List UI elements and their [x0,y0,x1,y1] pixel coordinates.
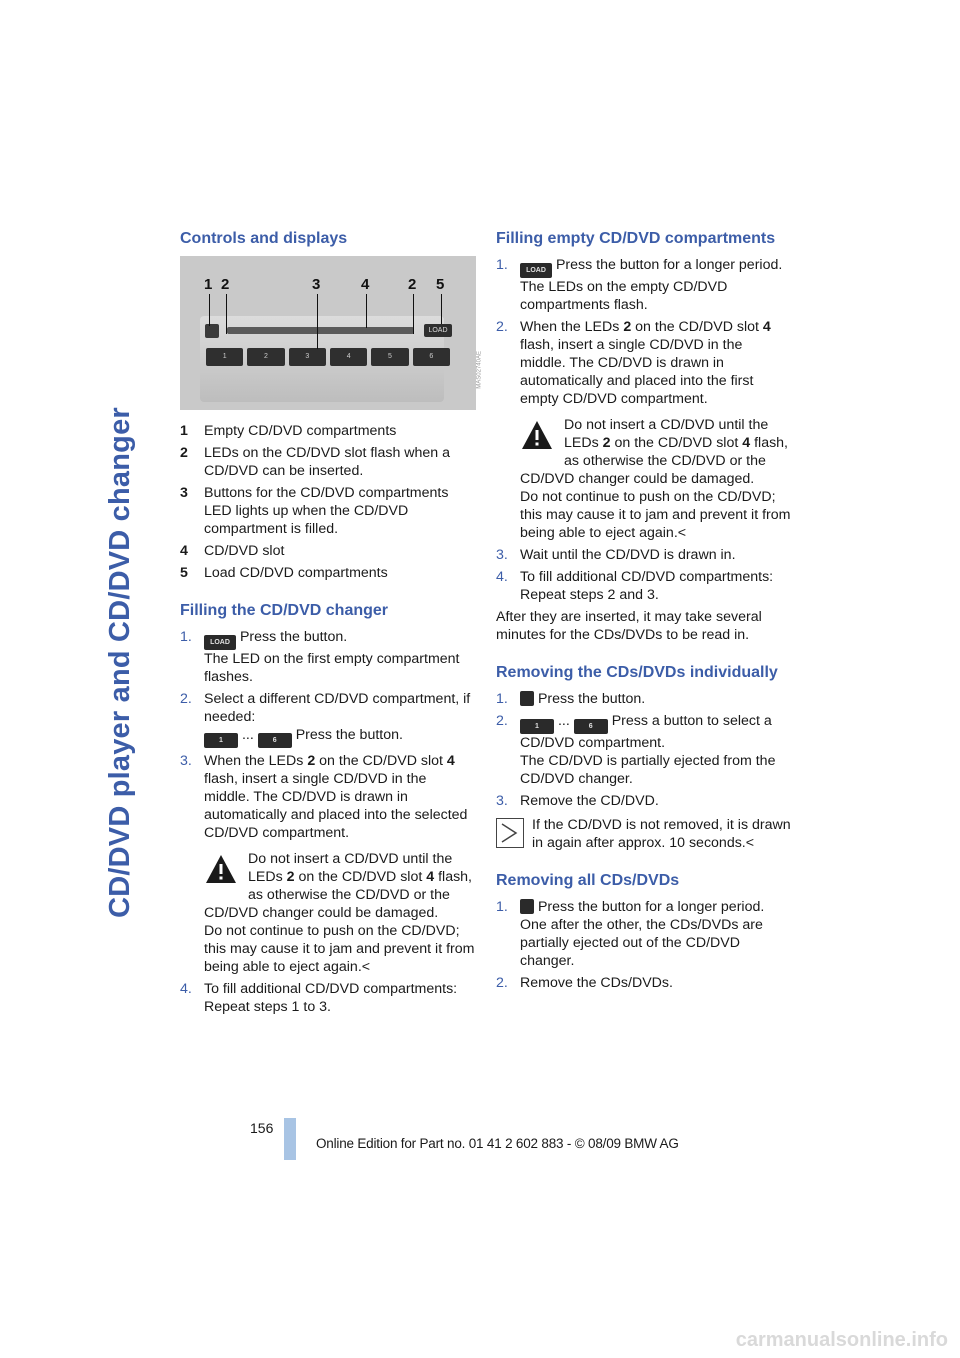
step: 1. LOAD Press the button. The LED on the first empty compartment flashes. [180,629,460,685]
footer-bar [284,1118,296,1160]
eject-key-icon [520,691,534,706]
step: 2. Remove the CDs/DVDs. [496,975,673,991]
eject-key-icon [520,899,534,914]
step: 4. To fill additional CD/DVD compartments: Repeat steps 1 to 3. [180,981,458,1015]
callout-2b: 2 [408,276,417,293]
compartment-button: 1 [206,348,243,366]
step: 2. Select a different CD/DVD compartment, if needed: 1 ... 6 Press the button. [180,690,476,748]
step: 2. When the LEDs 2 on the CD/DVD slot 4 flash, insert a single CD/DVD in the middle. The CD/DVD is drawn in automatically and placed into the first empty CD/DVD compartment. [496,319,771,407]
legend-item: 2 LEDs on the CD/DVD slot flash when a CD/DVD can be inserted. [180,445,451,479]
step: 1. Press the button. [496,691,646,707]
cd-key-1-icon: 1 [204,733,238,748]
load-key-icon: LOAD [204,635,236,650]
heading-removing-all: Removing all CDs/DVDs [496,872,680,889]
site-watermark: carmanualsonline.info [735,1329,948,1351]
figure-code: MAS02740AE [477,351,483,389]
compartment-buttons [206,348,450,366]
leader-line [317,294,318,349]
warning-note: Do not insert a CD/DVD until the LEDs 2 on the CD/DVD slot 4 flash, as otherwise the CD/DVD or the CD/DVD changer could be damaged. Do not continue to push on the CD/DVD; this may cause it to jam and prevent it from being able to eject again.< [520,417,791,541]
step: 3. Wait until the CD/DVD is drawn in. [496,547,736,563]
heading-removing-individual: Removing the CDs/DVDs individually [496,664,778,681]
compartment-button: 4 [330,348,367,366]
compartment-button: 2 [247,348,284,366]
callout-1: 1 [204,276,213,293]
cd-slot [227,327,414,334]
callout-4: 4 [361,276,370,293]
step: 3. Remove the CD/DVD. [496,793,659,809]
load-key-figure: LOAD [424,324,452,337]
page-number: 156 [250,1120,274,1136]
warning-triangle-icon [520,418,554,452]
after-note: After they are inserted, it may take several minutes for the CDs/DVDs to be read in. [496,609,762,643]
cd-key-6-icon: 6 [258,733,292,748]
legend-item: 1 Empty CD/DVD compartments [180,423,397,439]
warning-note: Do not insert a CD/DVD until the LEDs 2 on the CD/DVD slot 4 flash, as otherwise the CD/DVD or the CD/DVD changer could be damaged. Do not continue to push on the CD/DVD; this may cause it to jam and prevent it from being able to eject again.< [204,851,475,975]
edition-text: Online Edition for Part no. 01 41 2 602 883 - © 08/09 BMW AG [316,1136,679,1151]
step: 1. Press the button for a longer period. One after the other, the CDs/DVDs are partially ejected out of the CD/DVD changer. [496,899,765,969]
step: 3. When the LEDs 2 on the CD/DVD slot 4 flash, insert a single CD/DVD in the middle. The CD/DVD is drawn in automatically and placed into the selected CD/DVD compartment. [180,753,468,841]
changer-figure [180,256,483,410]
right-column [496,228,792,996]
hint-arrow-icon [496,818,524,848]
step: 2. 1 ... 6 Press a button to select a CD/DVD compartment. The CD/DVD is partially ejected from the CD/DVD changer. [496,713,776,787]
leader-line [226,294,227,334]
step: 1. LOAD Press the button for a longer period. The LEDs on the empty CD/DVD compartments flash. [496,257,783,313]
callout-5: 5 [436,276,445,293]
callout-3: 3 [312,276,321,293]
eject-icon [205,324,219,338]
leader-line [209,294,210,326]
load-key-icon: LOAD [520,263,552,278]
compartment-button: 5 [371,348,408,366]
hint-note: If the CD/DVD is not removed, it is drawn in again after approx. 10 seconds.< [496,816,792,852]
heading-filling: Filling the CD/DVD changer [180,602,389,619]
left-column [180,228,483,1020]
step: 4. To fill additional CD/DVD compartments: Repeat steps 2 and 3. [496,569,774,603]
compartment-button: 3 [289,348,326,366]
leader-line [413,294,414,334]
leader-line [366,294,367,328]
warning-triangle-icon [204,852,238,886]
cd-key-1-icon: 1 [520,719,554,734]
legend-item: 3 Buttons for the CD/DVD compartments LED lights up when the CD/DVD compartment is filled. [180,485,449,537]
chapter-side-title: CD/DVD player and CD/DVD changer [103,406,136,918]
callout-2: 2 [221,276,230,293]
legend-item: 4 CD/DVD slot [180,543,285,559]
legend-item: 5 Load CD/DVD compartments [180,565,388,581]
cd-key-6-icon: 6 [574,719,608,734]
heading-controls: Controls and displays [180,230,348,247]
compartment-button: 6 [413,348,450,366]
heading-filling-empty: Filling empty CD/DVD compartments [496,230,776,247]
leader-line [441,294,442,324]
